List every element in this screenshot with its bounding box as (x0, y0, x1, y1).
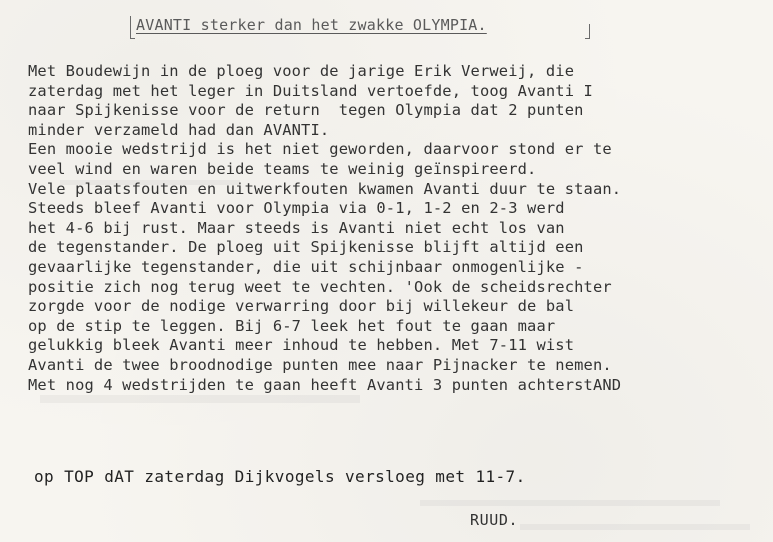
article-line: het 4-6 bij rust. Maar steeds is Avanti niet echt los van (28, 218, 565, 237)
closing-line: op TOP dAT zaterdag Dijkvogels versloeg met 11-7. (34, 467, 526, 486)
article-line: zorgde voor de nodige verwarring door bij willekeur de bal (28, 297, 575, 316)
author-signature: RUUD. (470, 511, 519, 529)
article-line: Met nog 4 wedstrijden te gaan heeft Avanti 3 punten achterstAND (28, 375, 622, 394)
document-title: AVANTI sterker dan het zwakke OLYMPIA. (136, 16, 487, 34)
article-line: gevaarlijke tegenstander, die uit schijnbaar onmogenlijke - (28, 257, 584, 276)
article-line: Een mooie wedstrijd is het niet geworden, daarvoor stond er te (28, 140, 612, 159)
article-line: gelukkig bleek Avanti meer inhoud te hebben. Met 7-11 wist (28, 336, 575, 355)
article-line: Vele plaatsfouten en uitwerkfouten kwamen Avanti duur te staan. (28, 179, 622, 198)
heading-bracket-right (585, 24, 590, 39)
heading-bracket-left (130, 16, 135, 39)
article-line: veel wind en waren beide teams te weinig geïnspireerd. (28, 159, 537, 178)
article-line: Avanti de twee broodnodige punten mee naar Pijnacker te nemen. (28, 355, 612, 374)
document-heading (130, 8, 590, 42)
article-line: de tegenstander. De ploeg uit Spijkenisse blijft altijd een (28, 238, 584, 257)
article-line: zaterdag met het leger in Duitsland vertoefde, toog Avanti I (28, 81, 593, 100)
article-line: naar Spijkenisse voor de return tegen Olympia dat 2 punten (28, 101, 584, 120)
article-line: positie zich nog terug weet te vechten. 'Ook de scheidsrechter (28, 277, 612, 296)
article-line: Steeds bleef Avanti voor Olympia via 0-1, 1-2 en 2-3 werd (28, 199, 565, 218)
article-line: minder verzameld had dan AVANTI. (28, 120, 330, 139)
article-line: Met Boudewijn in de ploeg voor de jarige Erik Verweij, die (28, 62, 575, 80)
article-line: op de stip te leggen. Bij 6-7 leek het fout te gaan maar (28, 316, 556, 335)
article-body (28, 62, 768, 395)
